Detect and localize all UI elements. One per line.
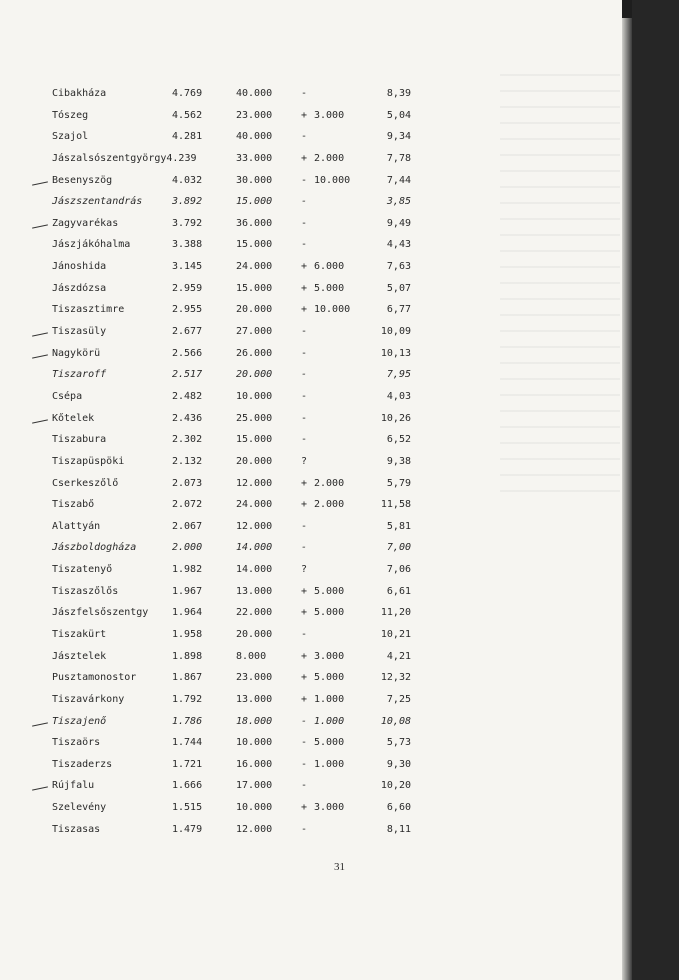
value-2: 15.000 [236,283,273,294]
value-1: 1.786 [172,716,203,727]
ratio-value: 9,49 [386,218,411,229]
table-row [0,651,622,673]
change-sign: - [300,824,308,835]
ratio-value: 10,13 [380,348,411,359]
value-2: 14.000 [236,564,273,575]
settlement-name: Jánoshida [52,261,107,272]
change-sign: + [300,261,308,272]
change-sign: ? [300,564,308,575]
value-2: 12.000 [236,478,273,489]
margin-pencil-mark [32,419,48,423]
value-1: 2.132 [172,456,203,467]
table-row [0,153,622,175]
change-sign: - [300,759,308,770]
page-edge-shadow [622,18,632,980]
value-1: 2.067 [172,521,203,532]
change-sign: - [300,542,308,553]
change-sign: - [300,326,308,337]
value-1: 3.892 [172,196,203,207]
table-row [0,672,622,694]
value-2: 14.000 [236,542,273,553]
ratio-value: 7,25 [386,694,411,705]
ratio-value: 5,73 [386,737,411,748]
change-sign: + [300,672,308,683]
table-row [0,499,622,521]
change-sign: - [300,737,308,748]
change-sign: + [300,153,308,164]
settlement-name: Tiszajenő [52,716,107,727]
value-1: 1.867 [172,672,203,683]
table-row [0,88,622,110]
settlement-name: Jászdózsa [52,283,107,294]
value-1: 2.517 [172,369,203,380]
change-sign: + [300,283,308,294]
settlement-name: Tiszapüspöki [52,456,125,467]
change-value: 10.000 [314,304,351,315]
value-1: 1.479 [172,824,203,835]
change-sign: - [300,413,308,424]
change-sign: - [300,391,308,402]
settlement-name: Jászjákóhalma [52,239,131,250]
table-row [0,478,622,500]
settlement-name: Tiszabő [52,499,95,510]
value-2: 24.000 [236,499,273,510]
ratio-value: 4,03 [386,391,411,402]
ratio-value: 4,21 [386,651,411,662]
change-value: 2.000 [314,478,345,489]
value-1: 4.032 [172,175,203,186]
ratio-value: 10,20 [380,780,411,791]
margin-pencil-mark [32,181,48,185]
value-1: 2.000 [172,542,203,553]
change-sign: - [300,629,308,640]
table-row [0,456,622,478]
change-sign: - [300,175,308,186]
table-row [0,629,622,651]
value-1: 2.482 [172,391,203,402]
change-sign: - [300,88,308,99]
ratio-value: 3,85 [386,196,411,207]
change-sign: - [300,239,308,250]
value-2: 20.000 [236,456,273,467]
settlement-name: Cserkeszőlő [52,478,119,489]
value-1: 2.566 [172,348,203,359]
margin-pencil-mark [32,786,48,790]
page-number: 31 [334,861,345,873]
change-sign: - [300,196,308,207]
table-row [0,802,622,824]
settlement-name: Zagyvarékas [52,218,119,229]
value-2: 13.000 [236,694,273,705]
ratio-value: 5,04 [386,110,411,121]
value-2: 23.000 [236,672,273,683]
change-sign: + [300,304,308,315]
value-2: 22.000 [236,607,273,618]
value-2: 12.000 [236,521,273,532]
ratio-value: 7,63 [386,261,411,272]
settlement-name: Tiszatenyő [52,564,113,575]
value-2: 27.000 [236,326,273,337]
settlement-name: Tiszasas [52,824,101,835]
table-row [0,369,622,391]
value-1: 1.958 [172,629,203,640]
change-value: 3.000 [314,651,345,662]
change-value: 5.000 [314,586,345,597]
table-row [0,413,622,435]
change-sign: - [300,716,308,727]
value-2: 12.000 [236,824,273,835]
change-value: 1.000 [314,694,345,705]
ratio-value: 10,08 [380,716,411,727]
value-1: 4.769 [172,88,203,99]
change-sign: - [300,521,308,532]
value-2: 20.000 [236,304,273,315]
value-1: 3.792 [172,218,203,229]
ratio-value: 10,21 [380,629,411,640]
settlement-name: Jásztelek [52,651,107,662]
ratio-value: 11,58 [380,499,411,510]
value-2: 30.000 [236,175,273,186]
change-value: 5.000 [314,607,345,618]
value-2: 36.000 [236,218,273,229]
value-2: 10.000 [236,802,273,813]
table-row [0,737,622,759]
value-1: 1.666 [172,780,203,791]
ratio-value: 7,95 [386,369,411,380]
ratio-value: 6,77 [386,304,411,315]
table-row [0,175,622,197]
change-sign: - [300,369,308,380]
change-sign: + [300,802,308,813]
value-2: 40.000 [236,88,273,99]
change-value: 5.000 [314,672,345,683]
change-value: 2.000 [314,499,345,510]
table-row [0,586,622,608]
value-2: 10.000 [236,737,273,748]
value-1: 3.388 [172,239,203,250]
settlement-name: Tiszasüly [52,326,107,337]
margin-pencil-mark [32,354,48,358]
ratio-value: 7,78 [386,153,411,164]
settlement-name: Csépa [52,391,83,402]
value-1: 2.959 [172,283,203,294]
ratio-value: 5,81 [386,521,411,532]
value-2: 23.000 [236,110,273,121]
value-2: 20.000 [236,369,273,380]
ratio-value: 12,32 [380,672,411,683]
ratio-value: 9,30 [386,759,411,770]
ratio-value: 5,07 [386,283,411,294]
value-2: 13.000 [236,586,273,597]
change-value: 5.000 [314,737,345,748]
settlement-name: Szelevény [52,802,107,813]
table-row [0,131,622,153]
table-row [0,239,622,261]
change-sign: - [300,218,308,229]
table-row [0,521,622,543]
change-sign: + [300,651,308,662]
settlement-name: Kőtelek [52,413,95,424]
table-row [0,564,622,586]
value-2: 15.000 [236,239,273,250]
value-1: 1.515 [172,802,203,813]
value-2: 10.000 [236,391,273,402]
value-1: 2.302 [172,434,203,445]
ratio-value: 7,06 [386,564,411,575]
table-row [0,824,622,846]
ratio-value: 8,11 [386,824,411,835]
ratio-value: 5,79 [386,478,411,489]
settlement-name: Jászszentandrás [52,196,143,207]
settlement-name: Nagykörü [52,348,101,359]
change-sign: + [300,499,308,510]
change-value: 2.000 [314,153,345,164]
table-row [0,716,622,738]
settlement-name: Tószeg [52,110,89,121]
settlement-name: Tiszaörs [52,737,101,748]
ratio-value: 10,09 [380,326,411,337]
change-sign: + [300,478,308,489]
value-1: 4.562 [172,110,203,121]
table-row [0,283,622,305]
ratio-value: 10,26 [380,413,411,424]
value-1: 1.721 [172,759,203,770]
value-1: 1.744 [172,737,203,748]
value-1: 2.677 [172,326,203,337]
change-sign: - [300,348,308,359]
value-1: 2.955 [172,304,203,315]
margin-pencil-mark [32,722,48,726]
ratio-value: 7,00 [386,542,411,553]
value-1: 1.792 [172,694,203,705]
scanner-border [632,0,679,980]
value-1: 3.145 [172,261,203,272]
ratio-value: 6,61 [386,586,411,597]
value-1: 2.073 [172,478,203,489]
margin-pencil-mark [32,224,48,228]
change-sign: ? [300,456,308,467]
table-row [0,391,622,413]
settlement-name: Tiszaszőlős [52,586,119,597]
ratio-value: 9,38 [386,456,411,467]
value-2: 17.000 [236,780,273,791]
settlement-name: Tiszavárkony [52,694,125,705]
change-value: 10.000 [314,175,351,186]
table-row [0,434,622,456]
value-2: 25.000 [236,413,273,424]
change-value: 1.000 [314,759,345,770]
ratio-value: 7,44 [386,175,411,186]
table-row [0,218,622,240]
settlement-name: Pusztamonostor [52,672,137,683]
value-2: 33.000 [236,153,273,164]
settlement-name: Rújfalu [52,780,95,791]
ratio-value: 4,43 [386,239,411,250]
value-2: 15.000 [236,196,273,207]
settlement-name: Tiszaroff [52,369,107,380]
ratio-value: 9,34 [386,131,411,142]
change-sign: + [300,607,308,618]
change-value: 1.000 [314,716,345,727]
value-1: 2.436 [172,413,203,424]
value-2: 16.000 [236,759,273,770]
change-value: 6.000 [314,261,345,272]
settlement-name: Jászfelsőszentgy [52,607,149,618]
change-sign: + [300,694,308,705]
change-sign: + [300,586,308,597]
settlement-name: Szajol [52,131,89,142]
table-row [0,607,622,629]
settlement-name: Tiszabura [52,434,107,445]
change-value: 5.000 [314,283,345,294]
margin-pencil-mark [32,332,48,336]
change-sign: - [300,434,308,445]
settlement-name: Jászboldogháza [52,542,137,553]
value-2: 15.000 [236,434,273,445]
change-sign: - [300,131,308,142]
value-1: 1.982 [172,564,203,575]
table-row [0,759,622,781]
table-row [0,196,622,218]
table-row [0,780,622,802]
table-row [0,110,622,132]
change-value: 3.000 [314,110,345,121]
value-2: 26.000 [236,348,273,359]
value-1: 4.281 [172,131,203,142]
value-2: 18.000 [236,716,273,727]
change-value: 3.000 [314,802,345,813]
settlement-name: Alattyán [52,521,101,532]
change-sign: + [300,110,308,121]
value-2: 40.000 [236,131,273,142]
table-row [0,261,622,283]
value-1: 2.072 [172,499,203,510]
value-2: 24.000 [236,261,273,272]
value-1: 1.967 [172,586,203,597]
table-row [0,694,622,716]
settlement-name: Tiszakürt [52,629,107,640]
value-2: 20.000 [236,629,273,640]
ratio-value: 11,20 [380,607,411,618]
settlement-name: Cibakháza [52,88,107,99]
ratio-value: 6,52 [386,434,411,445]
ratio-value: 6,60 [386,802,411,813]
settlement-name: Tiszaderzs [52,759,113,770]
ratio-value: 8,39 [386,88,411,99]
table-row [0,542,622,564]
value-1: 1.964 [172,607,203,618]
settlement-name: Tiszasztimre [52,304,125,315]
settlement-name: Jászalsószentgyörgy4.239 [52,153,197,164]
settlement-name: Besenyszög [52,175,113,186]
table-row [0,304,622,326]
table-row [0,348,622,370]
table-row [0,326,622,348]
change-sign: - [300,780,308,791]
value-2: 8.000 [236,651,267,662]
value-1: 1.898 [172,651,203,662]
